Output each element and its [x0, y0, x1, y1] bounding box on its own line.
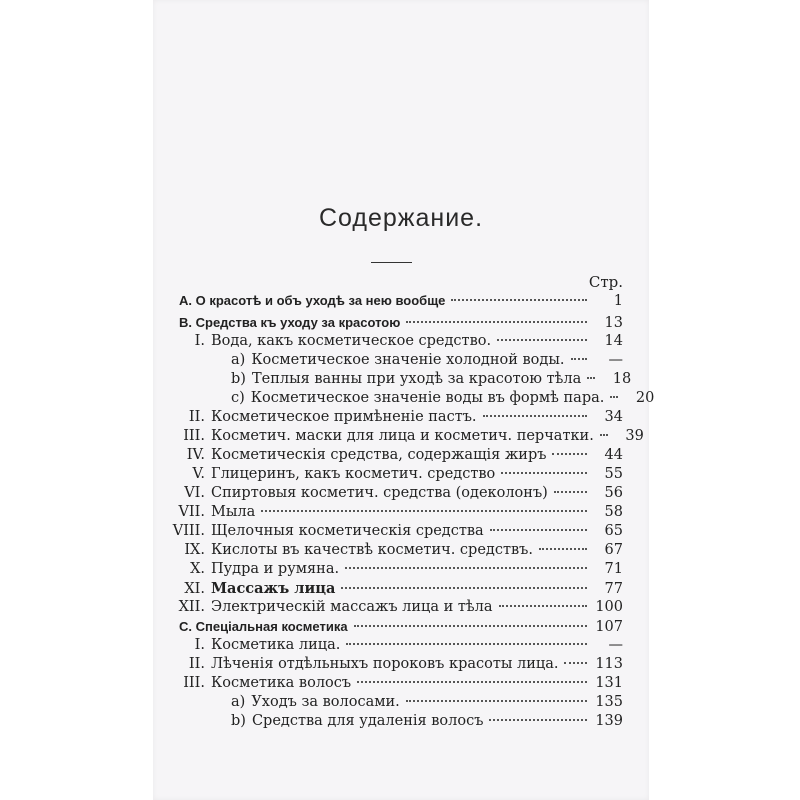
entry-page: — [608, 637, 623, 653]
dot-leader [539, 548, 587, 550]
entry-text: Кислоты въ качествѣ косметич. средствъ. [211, 542, 533, 558]
entry-page: 13 [604, 315, 623, 331]
entry-text: Средства къ уходу за красотою [195, 315, 401, 330]
entry-prefix: B. [179, 315, 192, 330]
entry-prefix: A. [179, 293, 192, 308]
dot-leader [499, 605, 587, 607]
entry-prefix: a) [231, 352, 246, 368]
entry-text: Косметическое значеніе воды въ формѣ пара. [250, 390, 605, 406]
entry-text: Косметич. маски для лица и косметич. перчатки. [211, 428, 594, 444]
entry-page: 1 [613, 293, 623, 309]
entry-prefix: I. [194, 637, 205, 653]
toc-entry [231, 694, 623, 715]
entry-page: 34 [604, 409, 623, 425]
entry-page: 39 [625, 428, 644, 444]
toc-entry [163, 675, 623, 696]
entry-page: 77 [604, 581, 623, 597]
entry-page: 20 [635, 390, 655, 406]
entry-prefix: II. [188, 409, 205, 425]
entry-prefix: a) [231, 694, 246, 710]
dot-leader [552, 453, 587, 455]
toc-entry [163, 561, 623, 582]
entry-page: 67 [604, 542, 623, 558]
entry-prefix: XI. [184, 581, 205, 597]
entry-prefix: C. [179, 619, 192, 634]
entry-text: Пудра и румяна. [211, 561, 340, 577]
entry-page: 71 [604, 561, 623, 577]
dot-leader [261, 510, 587, 512]
entry-page: 44 [604, 447, 623, 463]
entry-page: — [608, 352, 623, 368]
entry-page: 107 [595, 619, 623, 635]
entry-page: 113 [595, 656, 623, 672]
entry-page: 100 [595, 599, 623, 615]
entry-text: О красотѣ и объ уходѣ за нею вообще [195, 293, 446, 308]
dot-leader [483, 415, 587, 417]
entry-prefix: V. [192, 466, 205, 482]
entry-prefix: VII. [178, 504, 205, 520]
entry-text: Косметическое значеніе холодной воды. [251, 352, 565, 368]
entry-text: Косметика лица. [211, 637, 341, 653]
entry-prefix: VIII. [172, 523, 205, 539]
toc-entry [163, 428, 644, 449]
entry-text: Косметика волосъ [211, 675, 352, 691]
entry-prefix: II. [188, 656, 205, 672]
toc-entry [231, 390, 655, 411]
entry-text: Мыла [211, 504, 256, 520]
dot-leader [346, 643, 587, 645]
toc-entry [163, 656, 623, 677]
entry-text: Спиртовыя косметич. средства (одеколонъ) [211, 485, 548, 501]
toc-entry [163, 466, 623, 487]
toc-entry [231, 713, 623, 734]
dot-leader [406, 321, 587, 323]
entry-text: Косметическое примѣненіе пастъ. [211, 409, 477, 425]
dot-leader [501, 472, 587, 474]
dot-leader [489, 719, 587, 721]
entry-text: Уходъ за волосами. [251, 694, 400, 710]
entry-page: 14 [604, 333, 623, 349]
entry-text: Вода, какъ косметическое средство. [211, 333, 492, 349]
entry-text: Косметическія средства, содержащія жиръ [211, 447, 547, 463]
dot-leader [341, 587, 587, 589]
entry-text: Лѣченія отдѣльныхъ пороковъ красоты лица. [211, 656, 559, 672]
dot-leader [406, 700, 587, 702]
entry-text: Глицеринъ, какъ косметич. средство [211, 466, 496, 482]
entry-page: 18 [612, 371, 632, 387]
dot-leader [610, 396, 618, 398]
dot-leader [357, 681, 587, 683]
toc-entry [163, 485, 623, 506]
entry-prefix: III. [183, 428, 205, 444]
toc-entry [163, 599, 623, 620]
entry-page: 135 [595, 694, 623, 710]
entry-prefix: c) [231, 390, 245, 406]
entry-prefix: VI. [184, 485, 205, 501]
entry-page: 55 [604, 466, 623, 482]
page-title: Содержание. [318, 204, 484, 232]
entry-page: 65 [604, 523, 623, 539]
toc-entry [163, 580, 623, 601]
entry-page: 58 [604, 504, 623, 520]
entry-prefix: b) [231, 371, 246, 387]
toc-entry [163, 637, 623, 658]
toc-entry [163, 447, 623, 468]
toc-entry [163, 409, 623, 430]
dot-leader [564, 662, 587, 664]
toc-entry [163, 504, 623, 525]
dot-leader [554, 491, 587, 493]
entry-prefix: IV. [186, 447, 205, 463]
dot-leader [587, 377, 595, 379]
entry-prefix: IX. [184, 542, 205, 558]
dot-leader [497, 339, 587, 341]
entry-text: Щелочныя косметическія средства [211, 523, 484, 539]
dot-leader [354, 625, 587, 627]
entry-prefix: I. [194, 333, 205, 349]
entry-prefix: III. [183, 675, 205, 691]
entry-prefix: b) [231, 713, 246, 729]
entry-text: Электрическій массажъ лица и тѣла [211, 599, 493, 615]
entry-prefix: X. [190, 561, 205, 577]
entry-prefix: XII. [178, 599, 205, 615]
dot-leader [490, 529, 587, 531]
entry-text: Средства для удаленія волосъ [251, 713, 484, 729]
toc-entry [231, 371, 632, 392]
page-column-header: Стр. [588, 273, 623, 291]
entry-text: Теплыя ванны при уходѣ за красотою тѣла [251, 371, 582, 387]
toc-entry [163, 523, 623, 544]
toc-entry [163, 333, 623, 354]
dot-leader [571, 358, 588, 360]
entry-text: Спеціальная косметика [195, 619, 348, 634]
dot-leader [600, 434, 608, 436]
title-rule [371, 262, 412, 263]
toc-entry [231, 352, 623, 373]
toc-entry [163, 542, 623, 563]
entry-page: 131 [595, 675, 623, 691]
entry-text: Массажъ лица [211, 580, 336, 597]
toc-entry [179, 293, 623, 314]
entry-page: 139 [595, 713, 623, 729]
dot-leader [345, 567, 587, 569]
entry-page: 56 [604, 485, 623, 501]
book-page [153, 0, 655, 800]
dot-leader [451, 299, 587, 301]
